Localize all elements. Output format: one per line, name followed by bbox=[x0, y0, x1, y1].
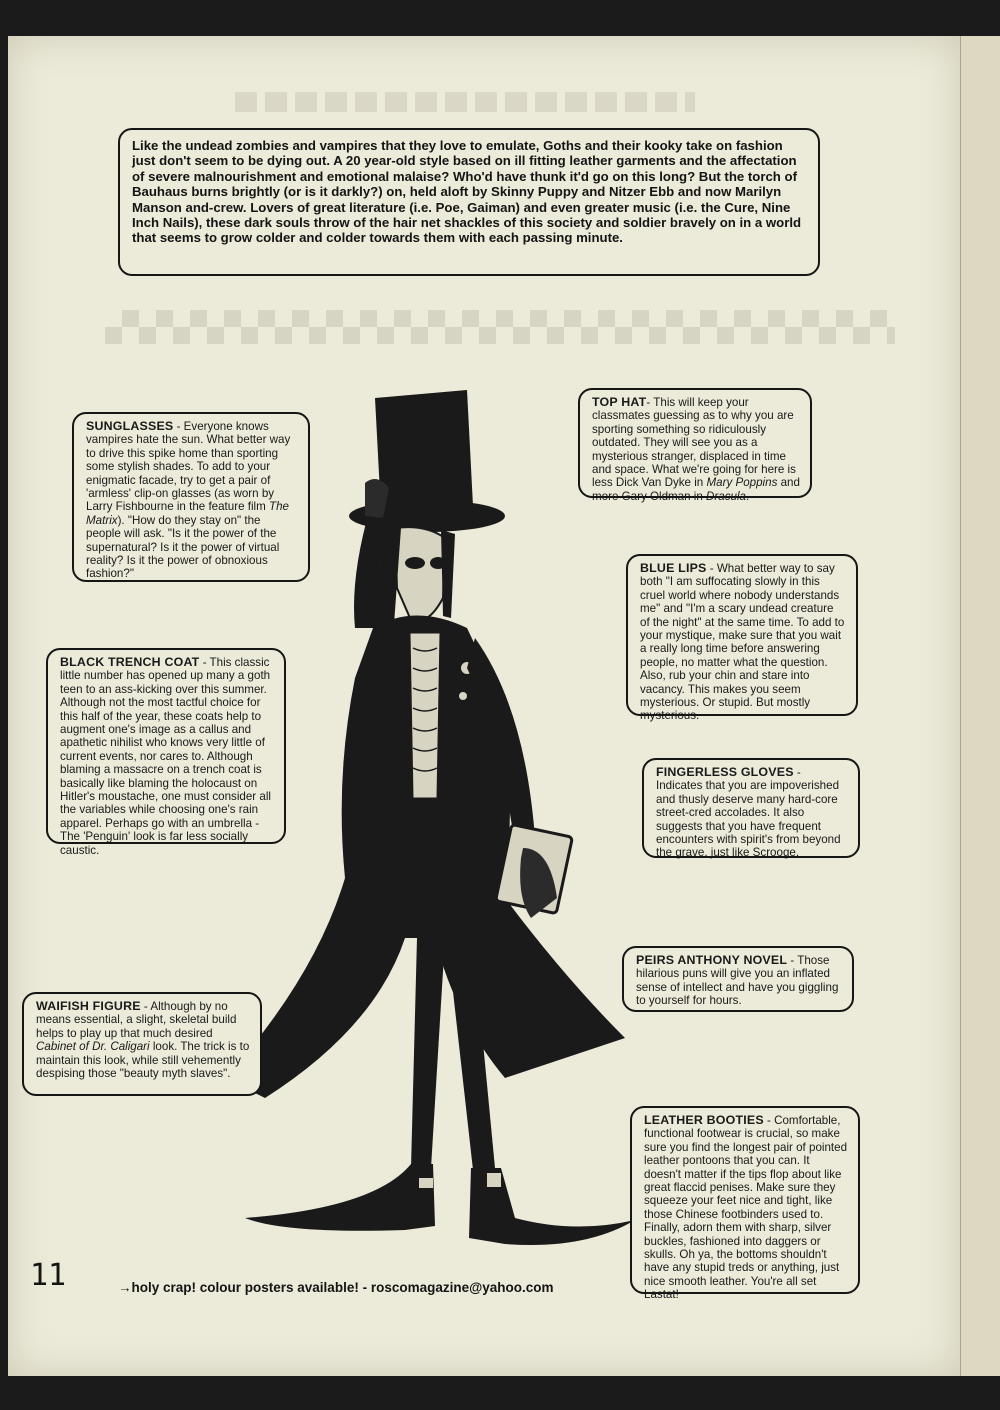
blue-lips-title: BLUE LIPS bbox=[640, 561, 707, 575]
blue-lips-text: - What better way to say both "I am suffocating slowly in this cruel world where nobody understands me" and "I'm a scary undead creature of the night" at the same time. To add to your mystique, make sure that you wait a really long time before answering people, no matter what the question. Also, rub your chin and stare into vacancy. This makes you seem mysterious. Or stupid. But mostly mysterious. bbox=[640, 562, 845, 723]
blue-lips-box bbox=[626, 554, 858, 723]
novel-box bbox=[622, 946, 854, 1012]
intro-paragraph: Like the undead zombies and vampires that they love to emulate, Goths and their kooky take on fashion just don't seem to be dying out. A 20 year-old style based on ill fitting leather garments and the affectation of severe malnourishment and emotional malaise? Who'd have thunk it'd go on this long? But the torch of Bauhaus burns brightly (or is it darkly?) on, held aloft by Skinny Puppy and Nitzer Ebb and now Marilyn Manson and-crew. Lovers of great literature (i.e. Poe, Gaiman) and even greater music (i.e. the Cure, Nine Inch Nails), these dark souls throw of the hair net shackles of this society and soldier bravely on in a world that seems to grow colder and colder towards them with each passing minute. bbox=[118, 128, 820, 276]
next-page-edge bbox=[960, 36, 1000, 1376]
trench-coat-box bbox=[46, 648, 286, 857]
bleed-through-heading bbox=[235, 92, 695, 112]
top-hat-box bbox=[578, 388, 812, 503]
sunglasses-title: SUNGLASSES bbox=[86, 419, 174, 433]
trench-coat-text: - This classic little number has opened up many a goth teen to an ass-kicking over this summer. Although not the most tactful choice for this half of the year, these coats help to augment one's image as a callus and apathetic nihilist who knows very little of current events, nor cares to. Although blaming a massacre on a trench coat is basically like blaming the holocaust on Hitler's moustache, one must consider all the variables while choosing one's rain apparel. Perhaps go with an umbrella - The 'Penguin' look is far less socially caustic. bbox=[60, 656, 271, 857]
waifish-film-title: Cabinet of Dr. Caligari bbox=[36, 1040, 150, 1054]
sunglasses-text-end: ). "How do they stay on" the people will ask. "Is it the power of the supernatural? Is it the power of virtual reality? Is it the power of obnoxious fashion?" bbox=[86, 513, 280, 581]
leather-booties-box bbox=[630, 1106, 860, 1302]
waifish-figure-text-end: look. The trick is to maintain this look, while still vehemently despising those "beauty myth slaves". bbox=[36, 1040, 250, 1081]
sunglasses-text: - Everyone knows vampires hate the sun. What better way to drive this spike home than sporting some stylish shades. To add to your enigmatic facade, try to get a pair of 'armless' clip-on glasses (as worn by Larry Fishbourne in the feature film bbox=[86, 420, 291, 514]
fingerless-gloves-title: FINGERLESS GLOVES bbox=[656, 765, 794, 779]
waifish-figure-text: - Although by no means essential, a slight, skeletal build helps to play up that much desired bbox=[36, 1000, 237, 1040]
top-hat-film-1: Mary Poppins bbox=[706, 476, 778, 490]
waifish-figure-title: WAIFISH FIGURE bbox=[36, 999, 141, 1013]
top-hat-title: TOP HAT bbox=[592, 395, 647, 409]
fingerless-gloves-text: - Indicates that you are impoverished and thusly deserve many hard-core street-cred accolades. It also suggests that you have frequent encounters with spirit's from beyond the grave, just like Scrooge. bbox=[656, 766, 841, 860]
top-hat-text-2: and more Gary Oldman in bbox=[592, 476, 800, 503]
sunglasses-film-title: The Matrix bbox=[86, 500, 289, 527]
top-hat-film-2: Dracula bbox=[706, 489, 746, 503]
trench-coat-title: BLACK TRENCH COAT bbox=[60, 655, 200, 669]
novel-text: - Those hilarious puns will give you an inflated sense of intellect and have you giggling to yourself for hours. bbox=[636, 954, 839, 1008]
checker-band bbox=[105, 310, 895, 344]
sunglasses-box bbox=[72, 412, 310, 582]
leather-booties-text: - Comfortable, functional footwear is crucial, so make sure you find the longest pair of pointed leather pontoons that you can. It doesn't matter if the tips flop about like great flaccid penises. Make sure they squeeze your feet nice and tight, like those Chinese footbinders used to. Finally, adorn them with sharp, silver buckles, fashioned into daggers or skulls. Oh ya, the bottoms shouldn't have any stupid treds or anything, just nice smooth leather. You're all set Lastat! bbox=[644, 1114, 848, 1302]
top-hat-text: - This will keep your classmates guessing as to why you are sporting something so ridiculously outdated. They will see you as a mysterious stranger, displaced in time and space. What we're going for here is less Dick Van Dyke in bbox=[592, 396, 796, 490]
waifish-figure-box bbox=[22, 992, 262, 1096]
leather-booties-title: LEATHER BOOTIES bbox=[644, 1113, 764, 1127]
fingerless-gloves-box bbox=[642, 758, 860, 858]
footer-ad-line: →holy crap! colour posters available! - roscomagazine@yahoo.com bbox=[118, 1280, 554, 1295]
novel-title: PEIRS ANTHONY NOVEL bbox=[636, 953, 788, 967]
page-number: 11 bbox=[30, 1258, 67, 1293]
top-hat-text-3: . bbox=[746, 489, 750, 503]
